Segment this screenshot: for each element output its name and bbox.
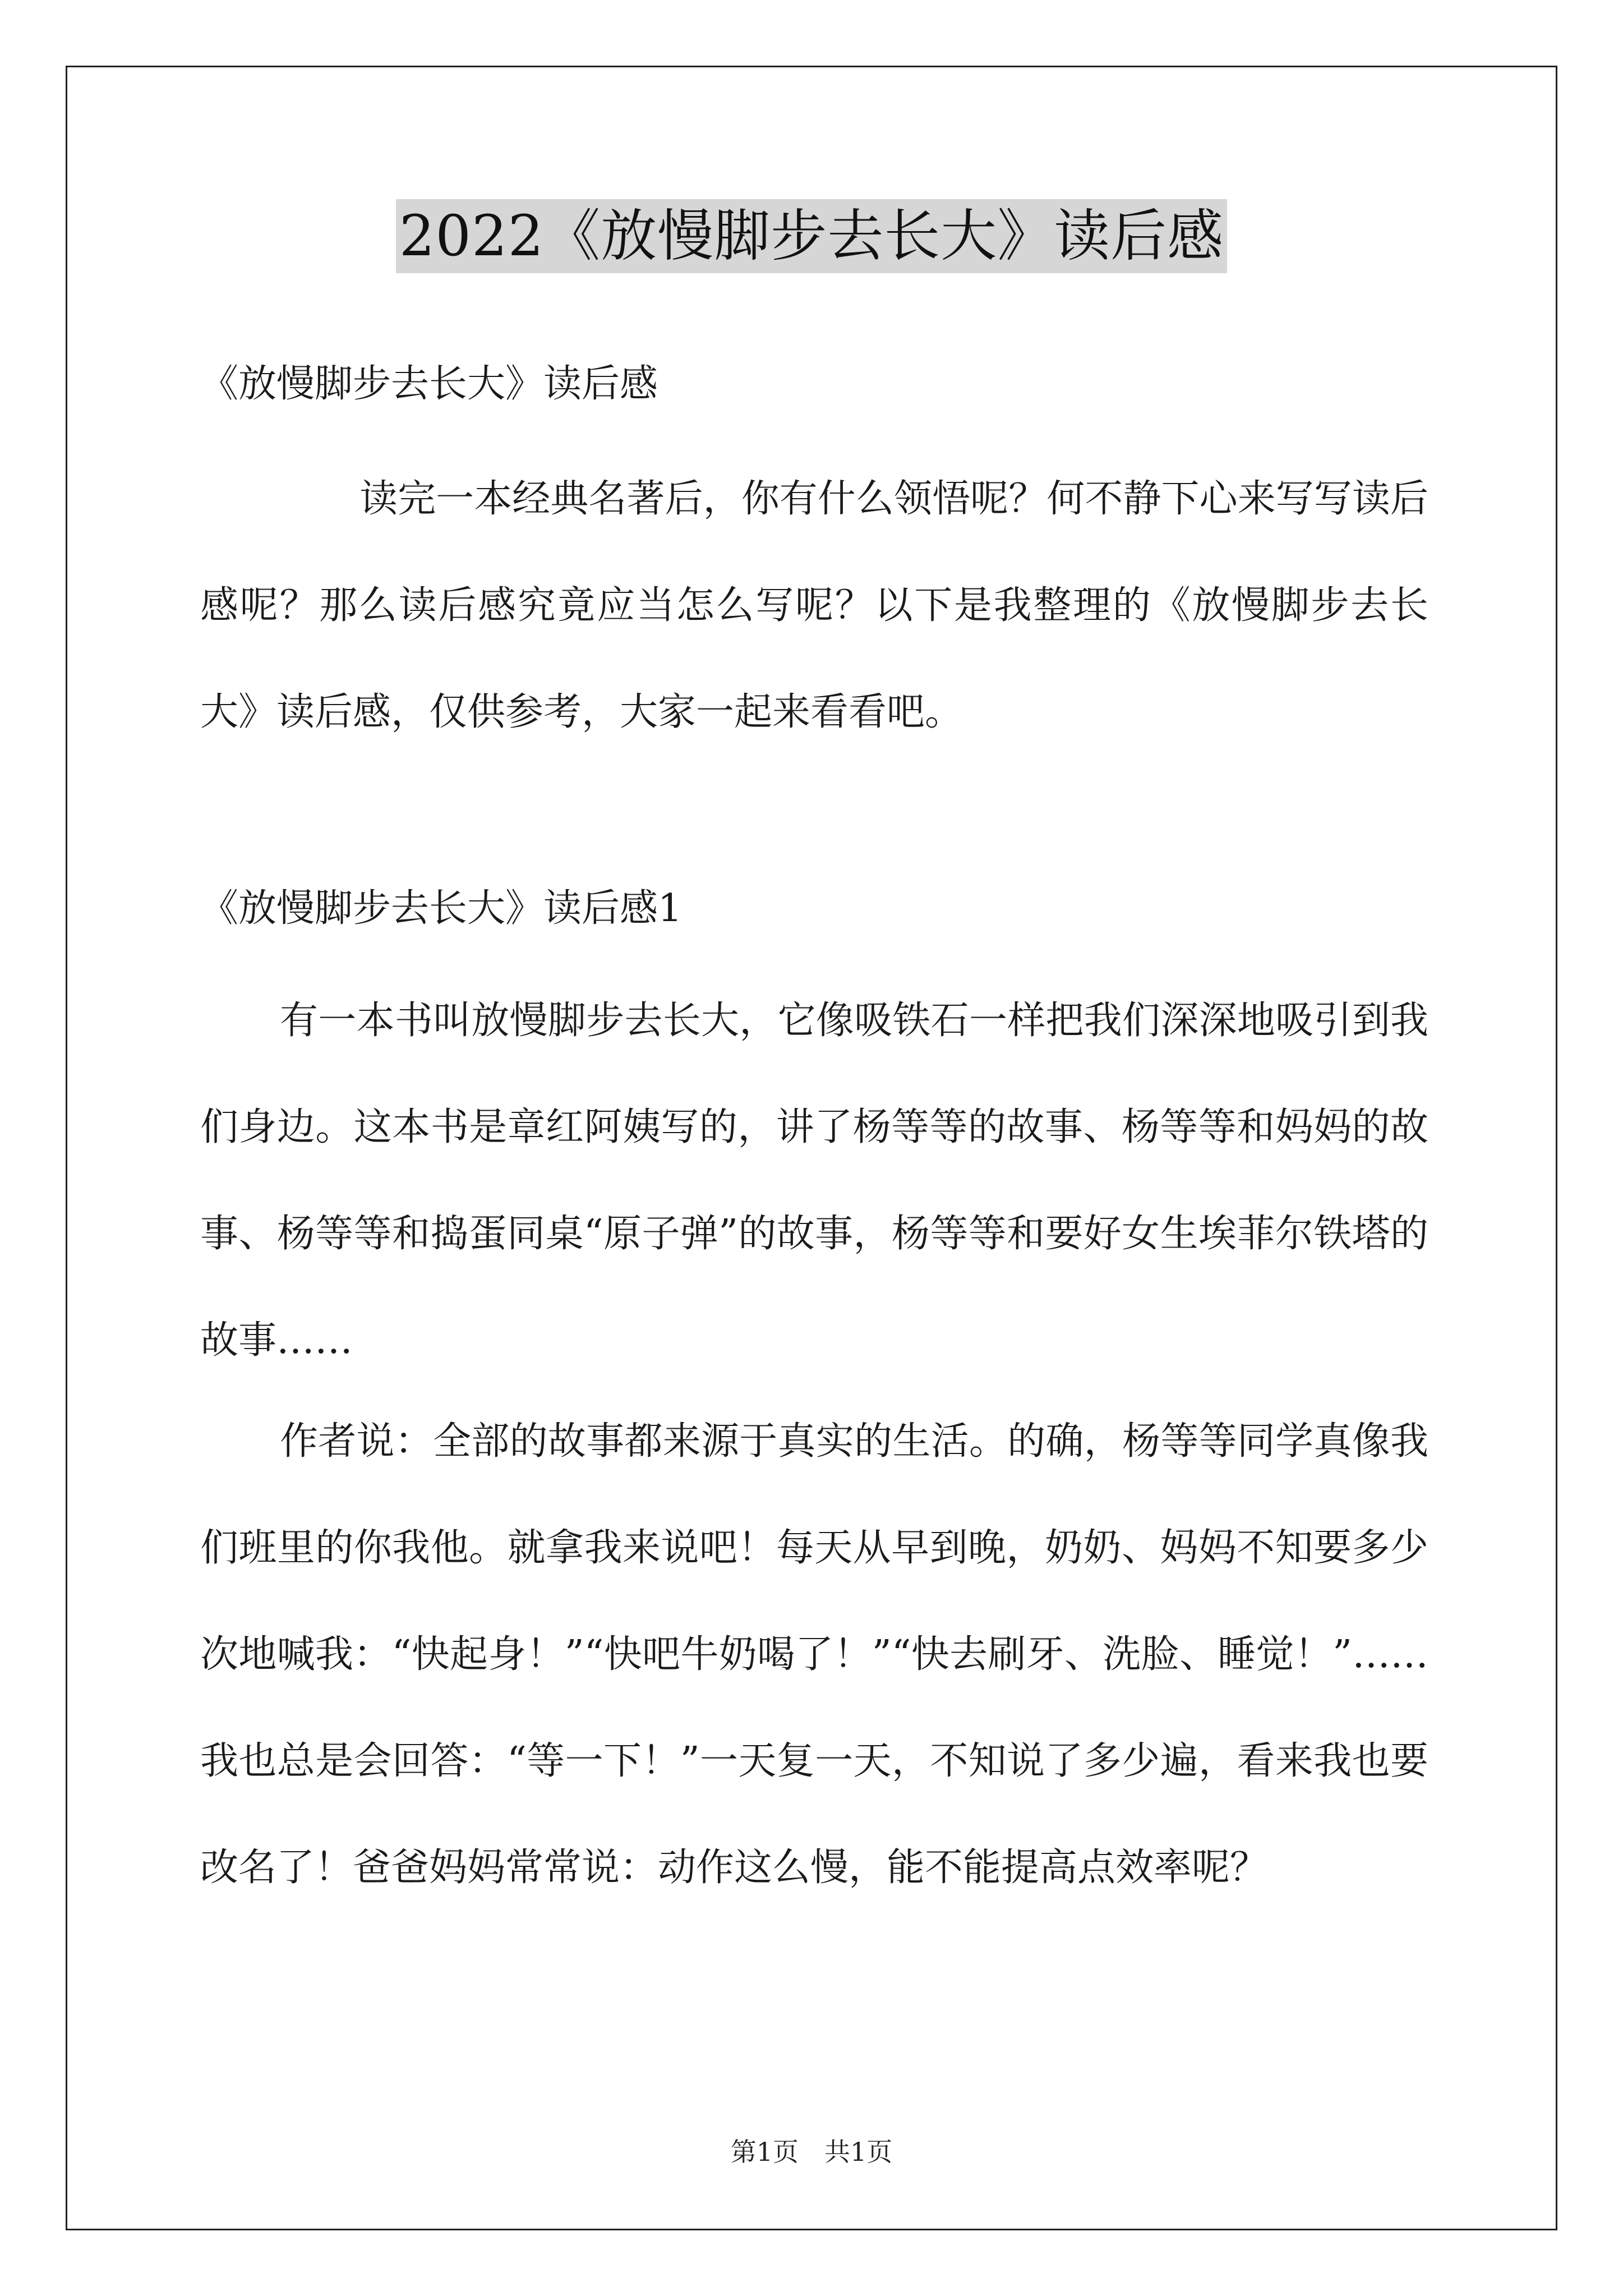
section-paragraph-2: 作者说：全部的故事都来源于真实的生活。的确，杨等等同学真像我们班里的你我他。就拿我来说吧！每天从早到晚，奶奶、妈妈不知要多少次地喊我：“快起身！”“快吧牛奶喝了！”“快去刷牙、洗脸、睡觉！”……我也总是会回答：“等一下！”一天复一天，不知说了多少遍，看来我也要改名了！爸爸妈妈常常说：动作这么慢，能不能提高点效率呢？	[200, 1419, 1428, 1890]
section-paragraph-1: 有一本书叫放慢脚步去长大，它像吸铁石一样把我们深深地吸引到我们身边。这本书是章红阿姨写的，讲了杨等等的故事、杨等等和妈妈的故事、杨等等和捣蛋同桌“原子弹”的故事，杨等等和要好女生埃菲尔铁塔的故事……	[200, 999, 1428, 1363]
section-heading: 《放慢脚步去长大》读后感1	[200, 886, 683, 931]
page-footer: 第1页 共1页	[730, 2137, 893, 2167]
intro-paragraph: 读完一本经典名著后，你有什么领悟呢？何不静下心来写写读后感呢？那么读后感究竟应当怎么写呢？以下是我整理的《放慢脚步去长大》读后感，仅供参考，大家一起来看看吧。	[200, 477, 1428, 734]
document-title: 2022《放慢脚步去长大》读后感	[396, 199, 1228, 273]
title-container	[0, 199, 1623, 273]
document-subtitle: 《放慢脚步去长大》读后感	[200, 362, 658, 406]
